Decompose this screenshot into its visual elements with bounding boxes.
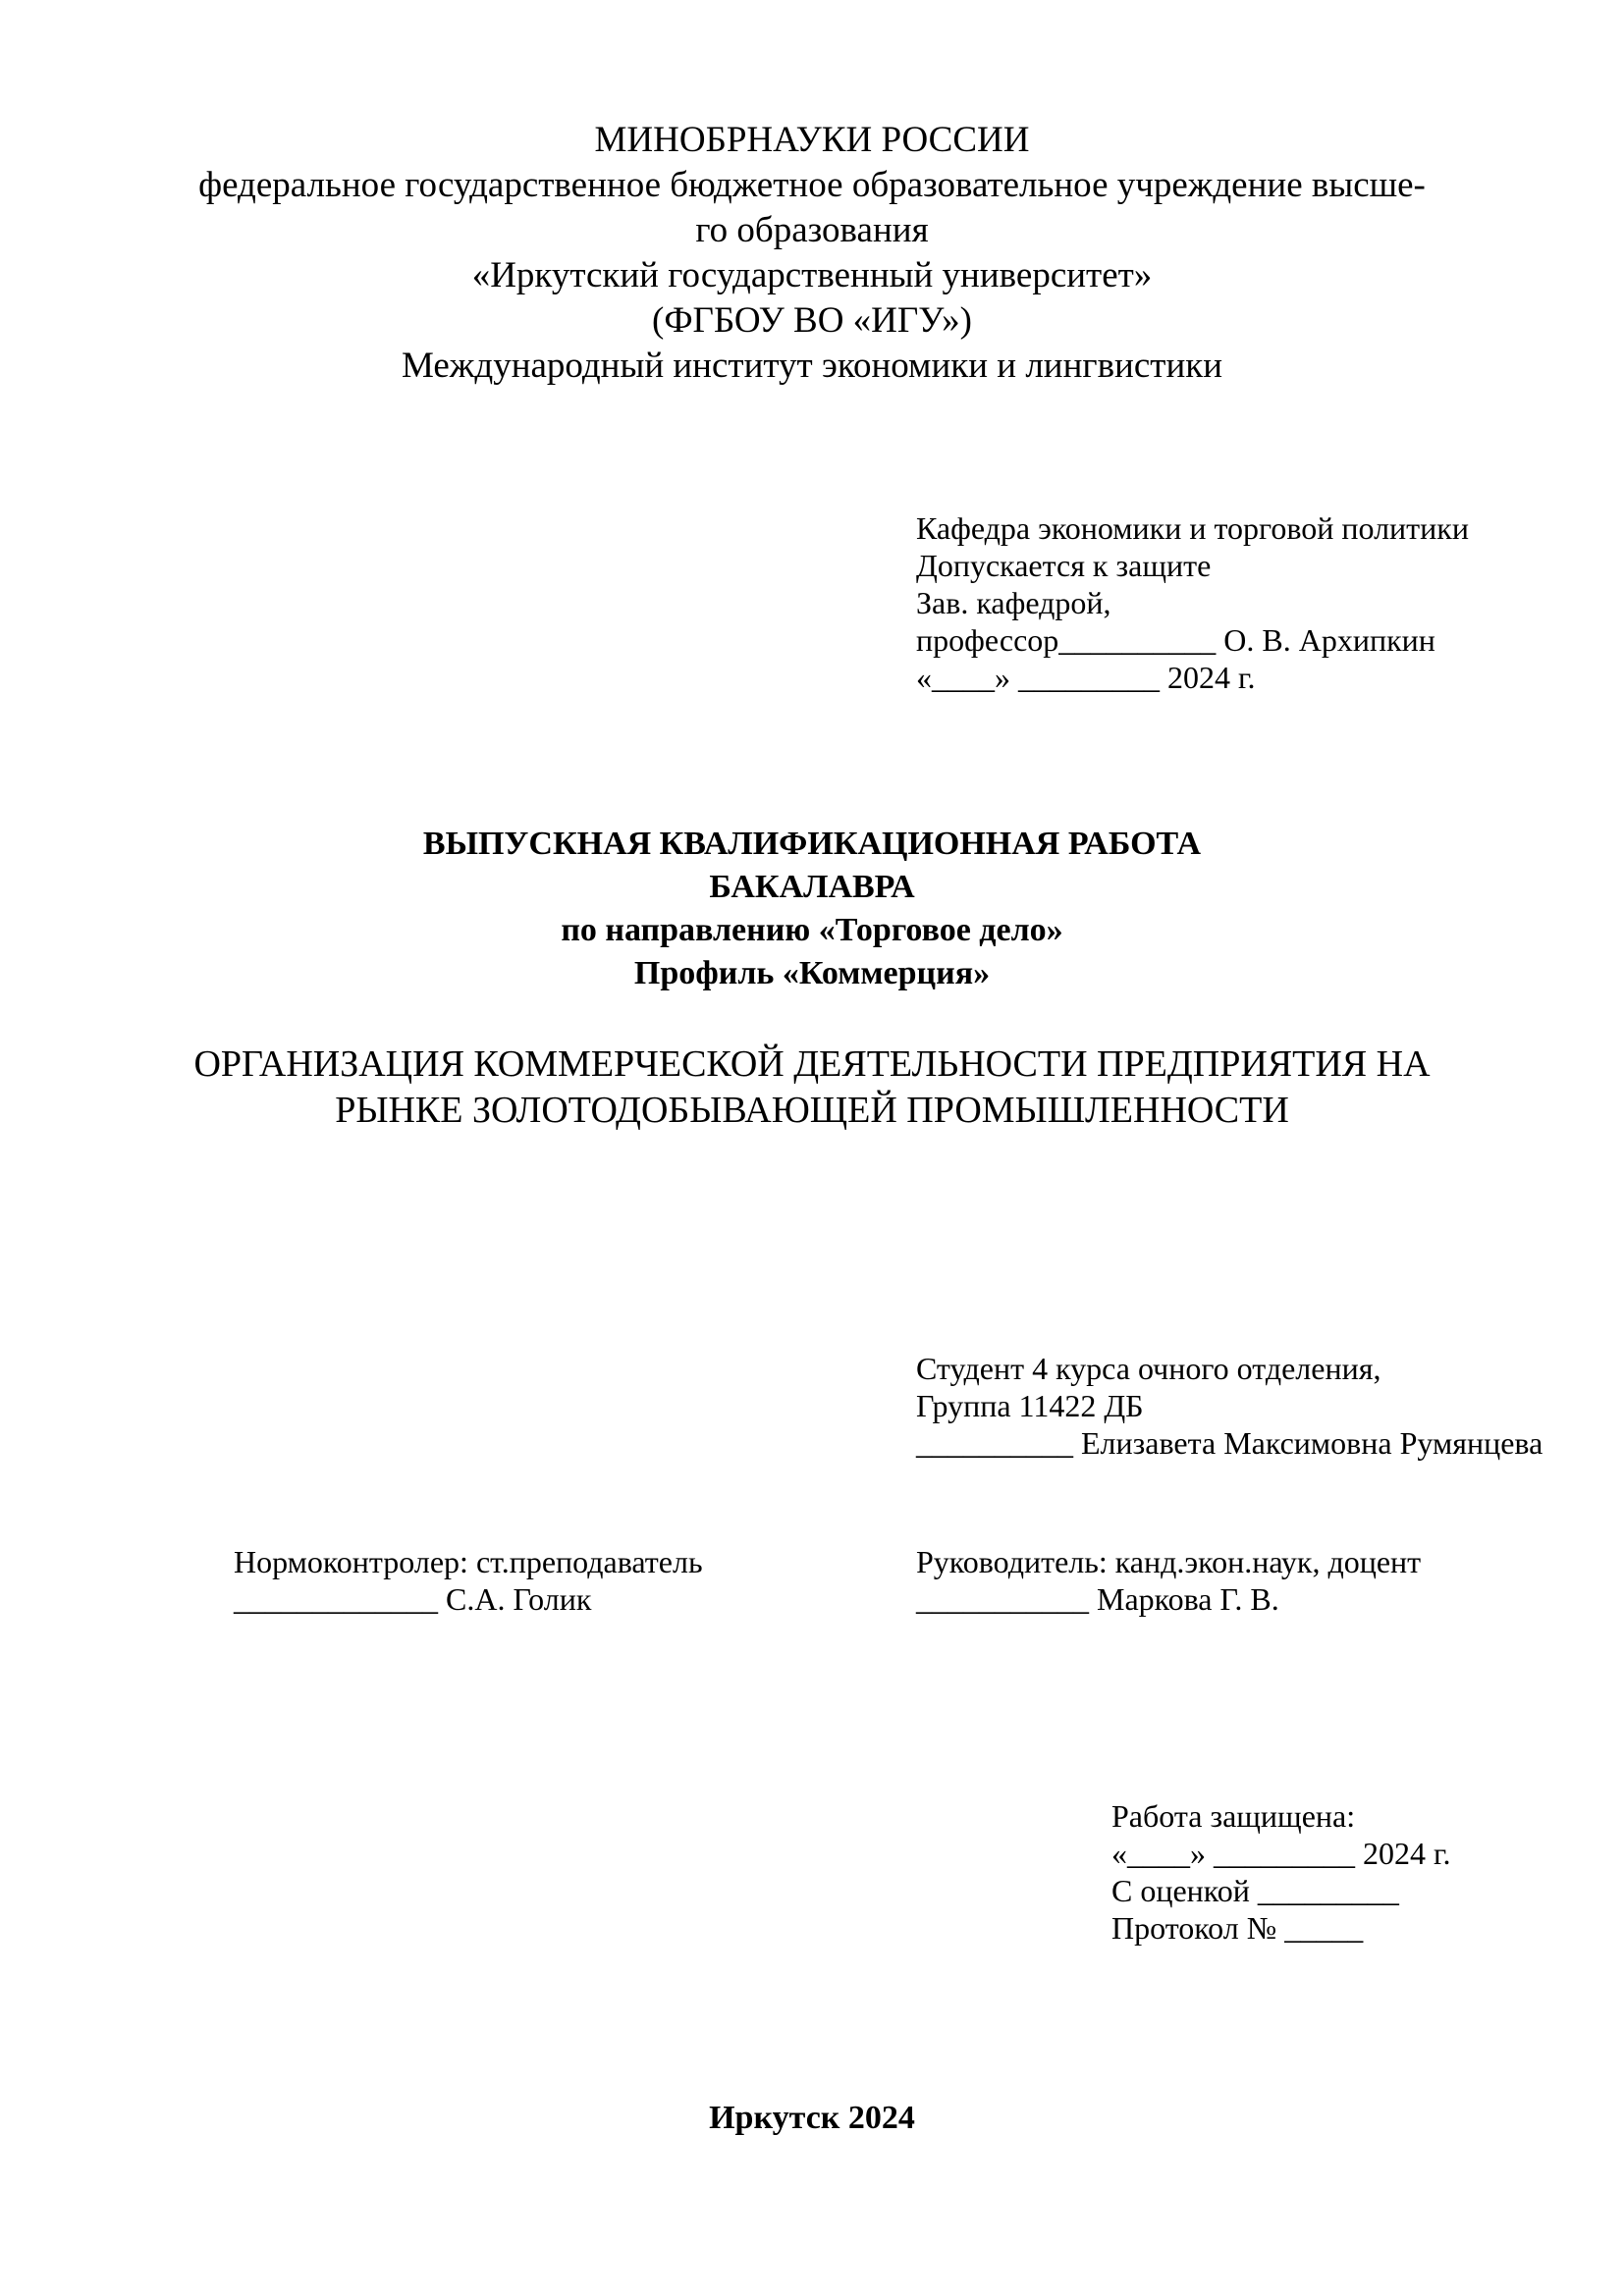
ministry-name: МИНОБРНАУКИ РОССИИ [594,120,1030,160]
approval-block [916,509,1469,696]
defense-protected: Работа защищена: [1111,1798,1356,1834]
institution-line-1: федеральное государственное бюджетное образовательное учреждение высше- [198,165,1426,205]
supervisor-title: Руководитель: канд.экон.наук, доцент [916,1544,1422,1579]
norm-controller-name: _____________ С.А. Голик [234,1581,592,1617]
student-group: Группа 11422 ДБ [916,1388,1144,1423]
professor-signature: профессор__________ О. В. Архипкин [916,622,1435,658]
supervisor-block [916,1543,1421,1618]
defense-date: «____» _________ 2024 г. [1111,1836,1451,1871]
supervisor-name: ___________ Маркова Г. В. [916,1581,1279,1617]
norm-controller-title: Нормоконтролер: ст.преподаватель [234,1544,703,1579]
defense-protocol: Протокол № _____ [1111,1910,1364,1946]
profile-text: Профиль «Коммерция» [633,955,991,991]
student-block [916,1350,1543,1462]
student-course: Студент 4 курса очного отделения, [916,1351,1381,1386]
defense-grade: С оценкой _________ [1111,1873,1399,1908]
institution-line-2: го образования [695,210,929,250]
student-name: __________ Елизавета Максимовна Румянцева [916,1425,1543,1461]
admitted-text: Допускается к защите [916,548,1212,583]
university-abbreviation: (ФГБОУ ВО «ИГУ») [652,300,972,341]
defense-block [1111,1797,1451,1947]
institute-name: Международный институт экономики и лингвистики [401,346,1223,386]
approval-date: «____» _________ 2024 г. [916,660,1256,695]
work-title-line-1: ВЫПУСКНАЯ КВАЛИФИКАЦИОННАЯ РАБОТА [422,826,1202,862]
norm-controller-block [234,1543,703,1618]
direction-text: по направлению «Торговое дело» [561,912,1063,948]
head-of-department: Зав. кафедрой, [916,585,1111,620]
city-year: Иркутск 2024 [709,2100,915,2136]
department-name: Кафедра экономики и торговой политики [916,510,1469,546]
work-title-line-2: БАКАЛАВРА [709,869,915,905]
topic-line-1: ОРГАНИЗАЦИЯ КОММЕРЧЕСКОЙ ДЕЯТЕЛЬНОСТИ ПРЕДПРИЯТИЯ НА [193,1043,1431,1085]
topic-line-2: РЫНКЕ ЗОЛОТОДОБЫВАЮЩЕЙ ПРОМЫШЛЕННОСТИ [335,1090,1289,1131]
university-name: «Иркутский государственный университет» [471,255,1153,295]
